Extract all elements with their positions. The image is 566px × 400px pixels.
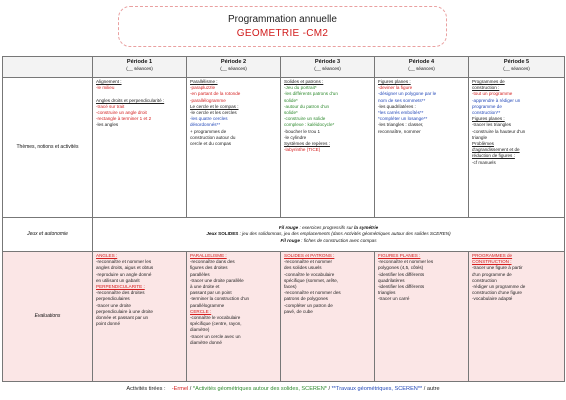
cell-line: en utilisant un gabarit — [96, 277, 140, 283]
cell-line: parallèles — [190, 271, 210, 277]
footer-sources — [0, 385, 566, 393]
cell-line: -tracer une droite — [96, 302, 131, 308]
cell-line: Alignement : — [96, 79, 122, 84]
cell-line: figures des droites — [190, 265, 228, 271]
cell-line: -tracer un carré — [378, 296, 410, 302]
cell-line: diamètre) — [190, 327, 210, 333]
cell-line: nom de ses sommets** — [378, 97, 426, 103]
footer-separator: / — [189, 386, 192, 392]
cell-line: Solides et patrons : — [284, 79, 324, 84]
period-header — [281, 57, 375, 78]
cell-line: patrons de polygones — [284, 296, 328, 302]
cell-line: -Jeu du portrait* — [284, 85, 317, 91]
cell-line: programme de — [472, 103, 502, 109]
cell-line: -les quatre cercles — [190, 116, 228, 122]
jeux-key: SOLIDES — [218, 231, 239, 237]
cell-line: solide* — [284, 110, 298, 116]
cell-line: -reconnaître dans des — [190, 259, 235, 265]
period-sessions: (__ séances) — [220, 66, 247, 71]
page-subtitle: GEOMETRIE -CM2 — [236, 28, 329, 39]
cell-line: PERPENDICULARITE : — [96, 284, 145, 290]
cell-line: -le cercle et les cercles — [190, 110, 237, 116]
eval-cell — [375, 252, 469, 382]
period-sessions: (__ séances) — [314, 66, 341, 71]
cell-line: -deviner la figure — [378, 85, 413, 91]
period-sessions: (__ séances) — [503, 66, 530, 71]
jeux-row — [3, 218, 565, 252]
cell-line: -connaître le vocabulaire — [190, 315, 241, 321]
footer-source-ermel: -Ermel — [171, 386, 189, 392]
cell-line: ANGLES : — [96, 253, 118, 258]
cell-line: -les quadrilatères : — [378, 103, 416, 109]
cell-line: construction — [472, 277, 497, 283]
cell-line: -tout un programme — [472, 91, 513, 97]
jeux-row-label: Jeux et autonomie — [3, 218, 93, 252]
cell-line: -labyrinthe (TICE) — [284, 147, 321, 153]
eval-row — [3, 252, 565, 382]
cell-line: triangle — [472, 134, 488, 140]
cell-line: perpendiculaires — [96, 296, 130, 302]
cell-line: -reconnaître et nommer des — [284, 290, 341, 296]
cell-line: diamètre donné — [190, 339, 222, 345]
cell-line: -identifier les différents — [378, 284, 425, 290]
cell-line: construction autour du — [190, 134, 236, 140]
cell-line: désordonnés** — [190, 122, 221, 128]
cell-line: -construire la hauteur d'un — [472, 128, 526, 134]
themes-row — [3, 78, 565, 218]
cell-line: reconnaître, nommer — [378, 128, 421, 134]
eval-cell — [93, 252, 187, 382]
themes-cell — [375, 78, 469, 218]
jeux-line-1-text: : exercices progressifs sur — [298, 225, 355, 231]
cell-line: -tracer un cercle avec un — [190, 333, 241, 339]
cell-line: Angles droits et perpendicularité : — [96, 97, 165, 103]
cell-line: -reconnaître des droites — [96, 290, 145, 296]
period-header — [187, 57, 281, 78]
corner-cell — [3, 57, 93, 78]
footer-separator: / — [328, 386, 331, 392]
cell-line: parallélogramme — [190, 302, 225, 308]
cell-line: *compléter un losange** — [378, 116, 428, 122]
cell-line: Parallélisme : — [190, 79, 218, 84]
cell-line: -apprendre à rédiger un — [472, 97, 521, 103]
cell-line: -rectangle à terminer 1 et 2 — [96, 116, 152, 122]
cell-line: solide* — [284, 97, 298, 103]
cell-line: Programmes de — [472, 79, 505, 84]
themes-cell — [93, 78, 187, 218]
cell-line: complexe : kaléidocycle* — [284, 122, 335, 128]
cell-line: + programmes de — [190, 128, 227, 134]
cell-line: spécifique (centre, rayon, — [190, 321, 242, 327]
cell-line: -tracer une figure à partir — [472, 265, 523, 271]
cell-line: point donné — [96, 321, 121, 327]
period-header-row — [3, 57, 565, 78]
jeux-line-1-em: la symétrie — [354, 225, 379, 231]
cell-line: d'agrandissement et de — [472, 147, 520, 153]
jeux-line-2-text: : jeu des solidomnas, jeu des emplacements (dans Activités géométriques autour des solides SCEREN) — [238, 231, 451, 237]
cell-line: -tracer les triangles — [472, 122, 512, 128]
period-label: Période 4 — [408, 59, 435, 65]
cell-line: -boucher le trou 1 — [284, 128, 321, 134]
footer-source-travaux: **Travaux géométriques, SCEREN** — [331, 386, 423, 392]
cell-line: -parapluzzle — [190, 85, 216, 91]
cell-line: -connaître le vocabulaire — [284, 271, 335, 277]
cell-line: -reconnaître et nommer les — [96, 259, 152, 265]
title-box — [118, 6, 447, 47]
cell-line: PROGRAMMES de — [472, 253, 513, 258]
eval-row-label: Evaluations — [3, 252, 93, 382]
cell-line: -reconnaître et nommer — [284, 259, 332, 265]
cell-line: FIGURES PLANES : — [378, 253, 421, 258]
period-header — [375, 57, 469, 78]
period-sessions: (__ séances) — [126, 66, 153, 71]
footer-label: Activités tirées : — [126, 386, 166, 392]
footer-source-autre: autre — [426, 386, 440, 392]
cell-line: CONSTRUCTION : — [472, 259, 512, 265]
cell-line: PARALLELISME : — [190, 253, 227, 258]
cell-line: -le milieu — [96, 85, 115, 91]
eval-cell — [281, 252, 375, 382]
cell-line: quadrilatères — [378, 277, 405, 283]
cell-line: d'un programme de — [472, 271, 512, 277]
period-header — [93, 57, 187, 78]
cell-line: -terminer la construction d'un — [190, 296, 250, 302]
cell-line: angles droits, aigus et obtus — [96, 265, 154, 271]
cell-line: Figures planes : — [378, 79, 411, 84]
cell-line: spécifique (sommet, arête, — [284, 277, 339, 283]
jeux-label: Jeux — [206, 231, 217, 237]
cell-line: -le cylindre — [284, 134, 307, 140]
cell-line: Systèmes de repères : — [284, 141, 330, 147]
footer-separator: / — [423, 386, 426, 392]
fil-rouge-label-2: Fil rouge — [280, 237, 300, 243]
cell-line: donnée et passant par un — [96, 315, 149, 321]
jeux-line-3-text: : fiches de construction avec compas — [299, 237, 377, 243]
cell-line: -vocabulaire adapté — [472, 296, 513, 302]
cell-line: construction : — [472, 85, 500, 91]
cell-line: réduction de figures : — [472, 153, 515, 159]
cell-line: -les différents patrons d'un — [284, 91, 338, 97]
cell-line: -les angles — [96, 122, 119, 128]
fil-rouge-label: Fil rouge — [278, 225, 299, 231]
period-label: Période 3 — [314, 59, 341, 65]
footer-source-solides: *Activités géométriques autour des solides, SCEREN* — [192, 386, 327, 392]
themes-row-label: Thèmes, notions et activités — [3, 78, 93, 218]
cell-line: SOLIDES et PATRONS : — [284, 253, 335, 258]
cell-line: -autour du patron d'un — [284, 103, 330, 109]
cell-line: -reproduire un angle donné — [96, 271, 152, 277]
cell-line: Problèmes — [472, 141, 494, 147]
programming-table — [2, 56, 565, 382]
period-label: Période 2 — [220, 59, 247, 65]
cell-line: des solides usuels — [284, 265, 322, 271]
cell-line: pavé, de cube — [284, 308, 313, 314]
period-sessions: (__ séances) — [408, 66, 435, 71]
cell-line: -désigner un polygone par le — [378, 91, 437, 97]
cell-line: -construire un angle droit — [96, 110, 147, 116]
cell-line: -construire un solide — [284, 116, 326, 122]
cell-line: à une droite et — [190, 284, 220, 290]
period-header — [469, 57, 565, 78]
cell-line: Figures planes : — [472, 116, 505, 122]
cell-line: cercle et du compas — [190, 141, 232, 147]
cell-line: construction** — [472, 110, 501, 116]
cell-line: -reconnaître et nommer les — [378, 259, 434, 265]
cell-line: Le cercle et le compas : — [190, 103, 239, 109]
eval-cell — [187, 252, 281, 382]
cell-line: -les triangles : classer, — [378, 122, 424, 128]
cell-line: *les carrés emboîtés** — [378, 110, 424, 116]
cell-line: perpendiculaire à une droite — [96, 308, 153, 314]
themes-cell — [187, 78, 281, 218]
cell-line: construction d'une figure — [472, 290, 522, 296]
cell-line: -identifier les différents — [378, 271, 425, 277]
cell-line: CERCLE : — [190, 308, 212, 314]
themes-cell — [469, 78, 565, 218]
cell-line: -cf manuels — [472, 159, 496, 165]
cell-line: -en partant de la rotonde — [190, 91, 241, 97]
themes-cell — [281, 78, 375, 218]
cell-line: -rédiger un programme de — [472, 284, 526, 290]
cell-line: passant par un point — [190, 290, 232, 296]
cell-line: -tracer une droite parallèle — [190, 277, 244, 283]
cell-line: polygones (4,5, côtés) — [378, 265, 424, 271]
cell-line: -tracé sur trait — [96, 103, 125, 109]
jeux-line-3 — [96, 238, 561, 244]
page-title: Programmation annuelle — [228, 14, 337, 25]
jeux-cell — [93, 218, 565, 252]
cell-line: -parallélogramme — [190, 97, 226, 103]
period-label: Période 5 — [503, 59, 530, 65]
cell-line: -compléter un patron de — [284, 302, 333, 308]
eval-cell — [469, 252, 565, 382]
period-label: Période 1 — [126, 59, 153, 65]
cell-line: triangles — [378, 290, 396, 296]
cell-line: faces) — [284, 284, 297, 290]
